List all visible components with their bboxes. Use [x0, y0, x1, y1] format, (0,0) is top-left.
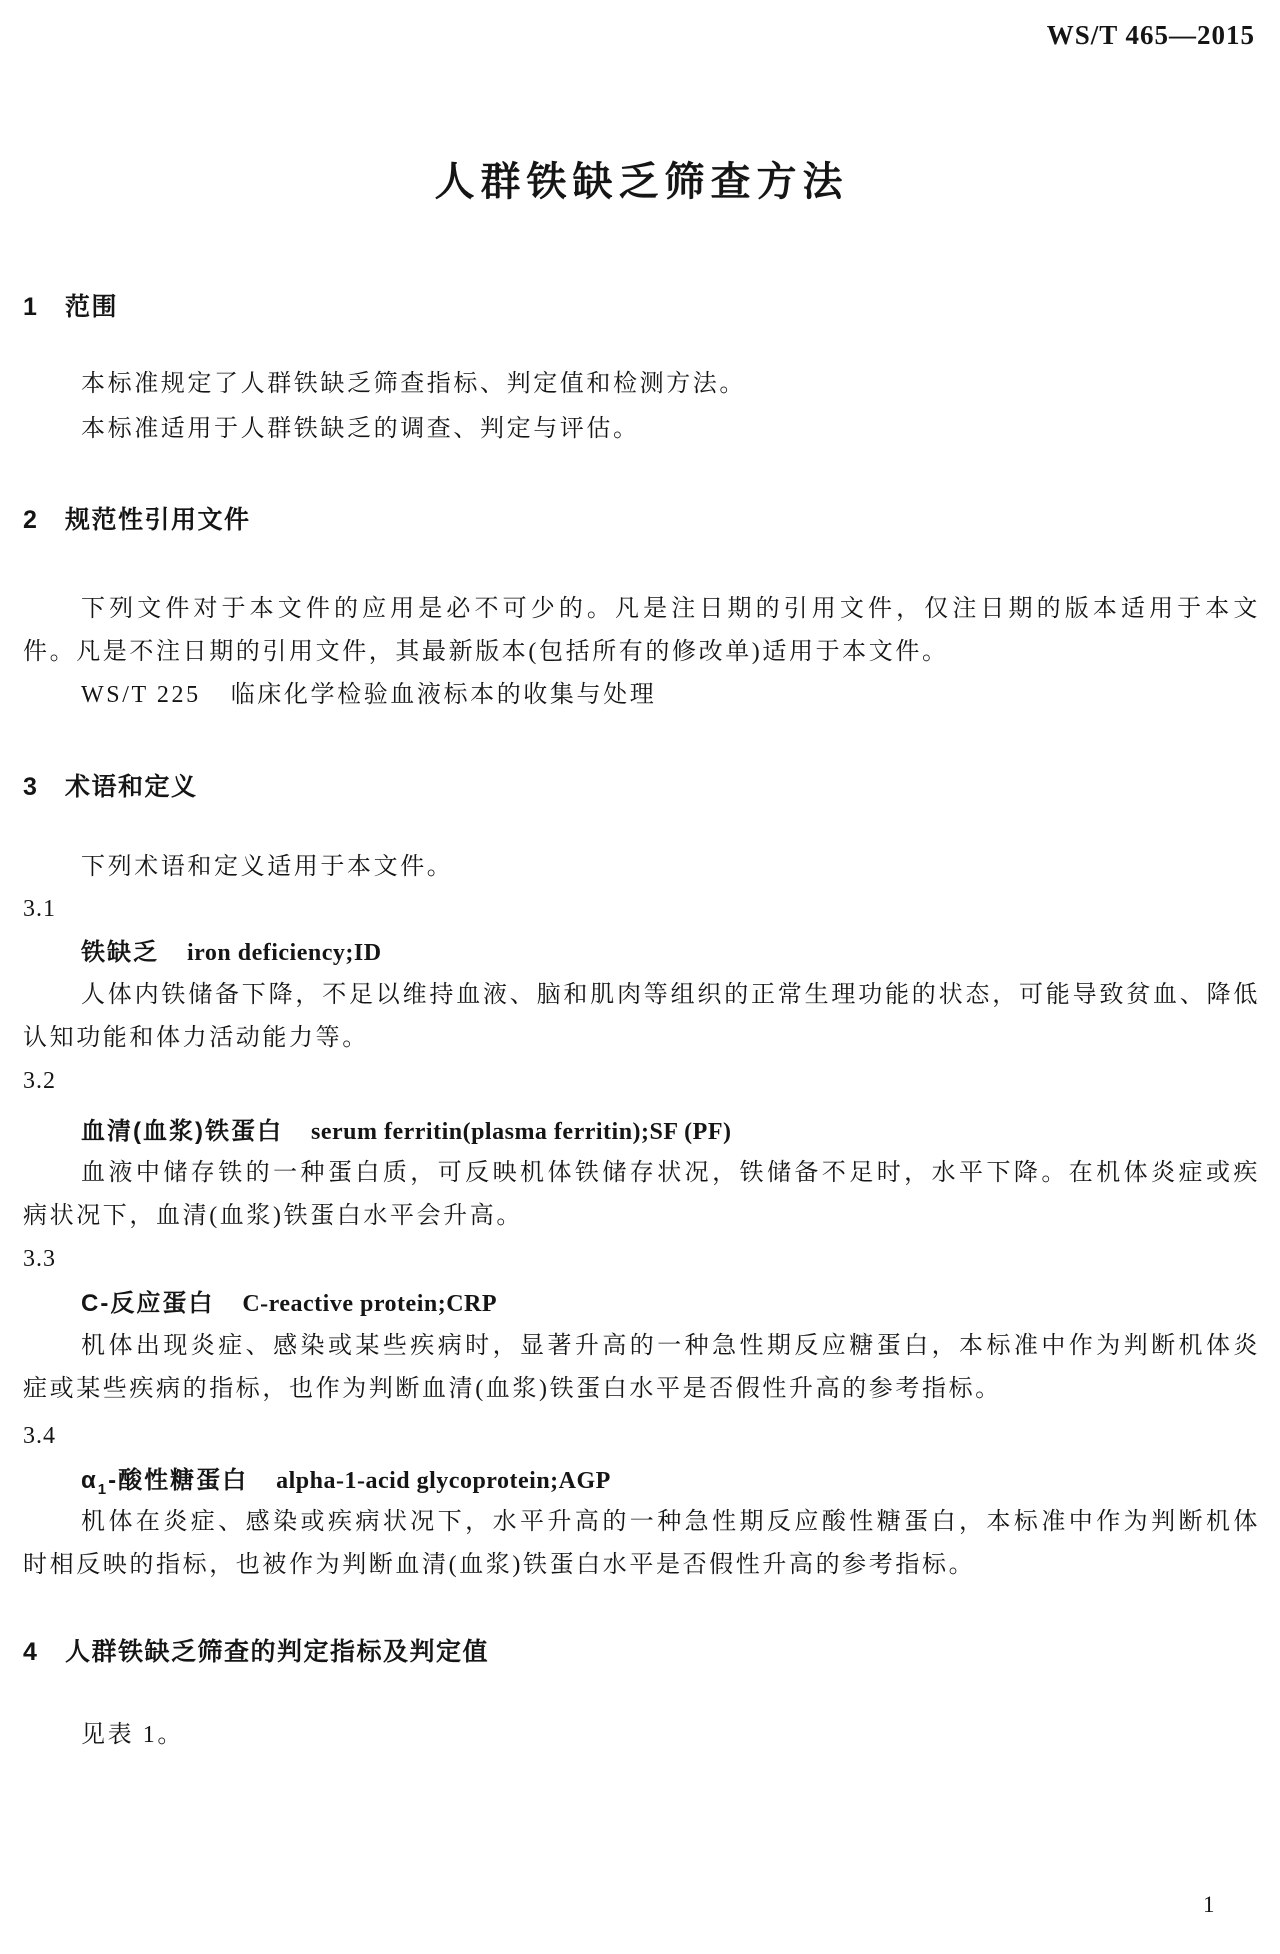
standard-number: WS/T 465—2015: [1046, 20, 1255, 50]
clause-number: 3.1: [23, 896, 56, 922]
section-heading-scope: [23, 292, 1260, 322]
paragraph-line: 下列术语和定义适用于本文件。: [81, 854, 454, 880]
page-number: 1: [1203, 1892, 1215, 1917]
clause-number: 3.3: [23, 1246, 56, 1272]
paragraph-line: 本标准适用于人群铁缺乏的调查、判定与评估。: [81, 416, 640, 442]
paragraph-line: 时相反映的指标，也被作为判断血清(血浆)铁蛋白水平是否假性升高的参考指标。: [23, 1552, 976, 1578]
document-title: 人群铁缺乏筛查方法: [434, 160, 849, 204]
term-alpha: α: [81, 1467, 98, 1494]
term-zh: 铁缺乏: [81, 939, 159, 966]
reference-title: 临床化学检验血液标本的收集与处理: [230, 682, 657, 708]
section-heading-label: 范围: [65, 293, 119, 321]
term-heading: [23, 930, 1260, 975]
paragraph-line: 血液中储存铁的一种蛋白质，可反映机体铁储存状况，铁储备不足时，水平下降。在机体炎症或疾: [81, 1160, 1260, 1186]
clause-number: 3.4: [23, 1423, 56, 1449]
term-zh: [81, 1467, 249, 1498]
paragraph-line: 本标准规定了人群铁缺乏筛查指标、判定值和检测方法。: [81, 371, 746, 397]
term-heading: [23, 1458, 1260, 1503]
paragraph-line: 病状况下，血清(血浆)铁蛋白水平会升高。: [23, 1203, 523, 1229]
section-number: 3: [23, 773, 39, 801]
paragraph-line: 机体在炎症、感染或疾病状况下，水平升高的一种急性期反应酸性糖蛋白，本标准中作为判断机体: [81, 1509, 1260, 1535]
paragraph-line: 见表 1。: [81, 1722, 184, 1748]
section-number: 1: [23, 293, 39, 321]
section-number: 2: [23, 506, 39, 534]
paragraph-line: 件。凡是不注日期的引用文件，其最新版本(包括所有的修改单)适用于本文件。: [23, 639, 949, 665]
term-heading: [23, 1281, 1260, 1326]
term-heading: [23, 1109, 1260, 1154]
term-en: serum ferritin(plasma ferritin);SF (PF): [310, 1119, 732, 1145]
paragraph-line: 认知功能和体力活动能力等。: [23, 1025, 369, 1051]
term-zh-rest: -酸性糖蛋白: [108, 1467, 249, 1494]
section-heading-terms: [23, 772, 1260, 802]
term-en: alpha-1-acid glycoprotein;AGP: [276, 1468, 611, 1494]
section-heading-label: 人群铁缺乏筛查的判定指标及判定值: [65, 1638, 490, 1666]
paragraph-line: 症或某些疾病的指标，也作为判断血清(血浆)铁蛋白水平是否假性升高的参考指标。: [23, 1376, 1002, 1402]
reference-code: WS/T 225: [81, 682, 201, 708]
term-alpha-subscript: 1: [97, 1480, 109, 1498]
paragraph-line: 机体出现炎症、感染或某些疾病时，显著升高的一种急性期反应糖蛋白，本标准中作为判断机体炎: [81, 1333, 1260, 1359]
section-heading-normative-references: [23, 505, 1260, 535]
section-heading-indicators: [23, 1637, 1260, 1667]
section-number: 4: [23, 1638, 39, 1666]
term-zh: 血清(血浆)铁蛋白: [81, 1118, 283, 1145]
section-heading-label: 术语和定义: [65, 773, 198, 801]
clause-number: 3.2: [23, 1068, 56, 1094]
term-en: C-reactive protein;CRP: [242, 1291, 498, 1317]
section-heading-label: 规范性引用文件: [65, 506, 251, 534]
normative-reference-entry: [23, 673, 1260, 718]
paragraph-line: 人体内铁储备下降，不足以维持血液、脑和肌肉等组织的正常生理功能的状态，可能导致贫血、降低: [81, 982, 1260, 1008]
term-en: iron deficiency;ID: [187, 940, 382, 966]
term-zh: C-反应蛋白: [81, 1290, 215, 1317]
paragraph-line: 下列文件对于本文件的应用是必不可少的。凡是注日期的引用文件，仅注日期的版本适用于本文: [81, 596, 1260, 622]
